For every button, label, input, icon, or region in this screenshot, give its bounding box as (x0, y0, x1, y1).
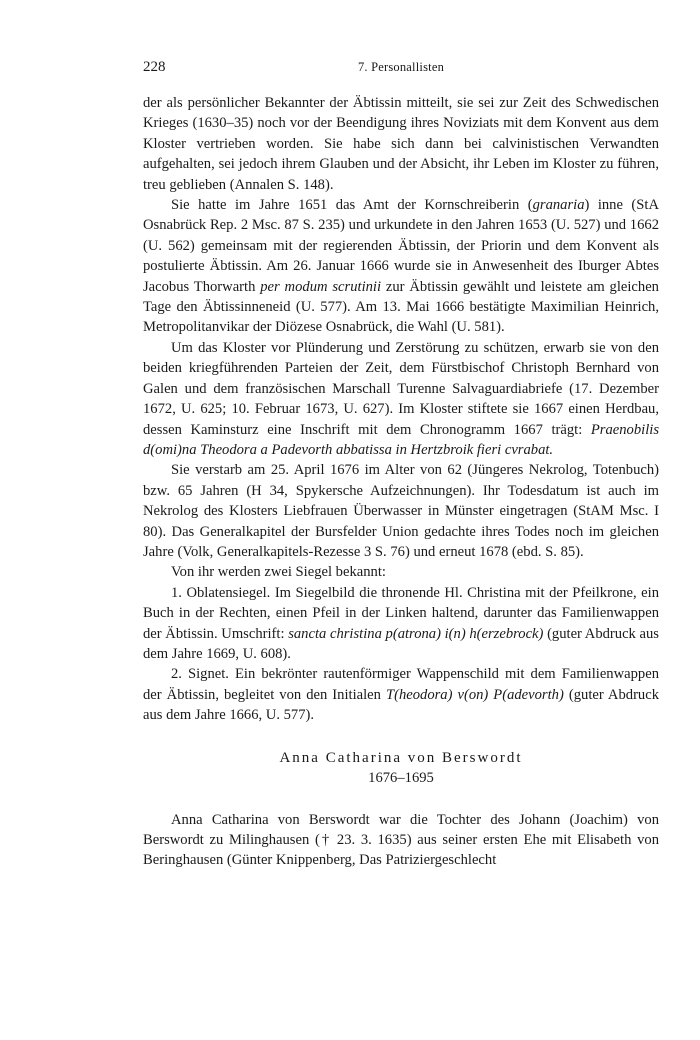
text-run: der als persönlicher Bekannter der Äbtissin mitteilt, sie sei zur Zeit des Schwedischen Krieges (1630–35) noch vor der Beendigung ihres Noviziats mit dem Konvent aus dem Kloster vertrieben worden. Sie habe sich dann bei calvinistischen Verwandten aufgehalten, sei jedoch ihrem Glauben und der Absicht, ihr Leben im Kloster zu führen, treu geblieben (Annalen S. 148). (143, 95, 659, 193)
text-run: zur Äbtissin gewählt und leistete am gleichen Tage den Äbtissinneneid (U. 577). Am 13. Mai 1666 bestätigte Maximilian Heinrich, Metropolitanvikar der Diözese Osnabrück, die Wahl (U. 581). (143, 278, 659, 336)
italic-text: Praenobilis d(omi)na Theodora a Padevorth abbatissa in Hertzbroik fieri cvrabat. (143, 421, 659, 458)
text-run: Um das Kloster vor Plünderung und Zerstörung zu schützen, erwarb sie von den beiden kriegführenden Parteien der Zeit, dem Fürstbischof Christoph Bernhard von Galen und dem französischen Marschall Turenne Salvaguardiabriefe (17. Dezember 1672, U. 625; 10. Februar 1673, U. 627). Im Kloster stiftete sie 1667 einen Herdbau, dessen Kaminsturz eine Inschrift mit dem Chronogramm 1667 trägt: (143, 339, 659, 438)
section-heading: Anna Catharina von Berswordt (279, 749, 523, 766)
italic-text: granaria (532, 197, 585, 214)
body-text (143, 93, 659, 871)
text-run: (guter Abdruck aus dem Jahre 1669, U. 608). (143, 625, 659, 662)
text-run: ) inne (StA Osnabrück Rep. 2 Msc. 87 S. 235) und urkundete in den Jahren 1653 (U. 527) und 1662 (U. 562) gemeinsam mit der regierenden Äbtissin, der Priorin und dem Konvent als postulierte Äbtissin. Am 26. Januar 1666 wurde sie in Anwesenheit des Iburger Abtes Jacobus Thorwarth (143, 197, 660, 295)
section-years: 1676–1695 (368, 769, 434, 786)
text-run: (guter Abdruck aus dem Jahre 1666, U. 577). (143, 686, 659, 724)
text-run: 1. Oblatensiegel. Im Siegelbild die thronende Hl. Christina mit der Pfeilkrone, ein Buch in der Rechten, einen Pfeil in der Linken haltend, darunter das Familienwappen der Äbtissin. Umschrift: (143, 584, 659, 642)
paragraph (143, 338, 659, 460)
text-run: Sie hatte im Jahre 1651 das Amt der Kornschreiberin ( (171, 197, 533, 214)
paragraph (143, 195, 659, 338)
italic-text: sancta christina p(atrona) i(n) h(erzebrock) (288, 625, 544, 642)
italic-text: T(heodora) v(on) P(adevorth) (385, 686, 564, 703)
paragraph (143, 664, 659, 725)
paragraph (143, 562, 659, 582)
text-run: 2. Signet. Ein bekrönter rautenförmiger Wappenschild mit dem Familienwappen der Äbtissin, begleitet von den Initialen (143, 666, 659, 703)
running-title: 7. Personallisten (357, 60, 445, 74)
text-run: Anna Catharina von Berswordt war die Tochter des Johann (Joachim) von Berswordt zu Milinghausen († 23. 3. 1635) aus seiner ersten Ehe mit Elisabeth von Beringhausen (Günter Knippenberg, Das Patriziergeschlecht (143, 811, 659, 869)
paragraph (143, 460, 659, 562)
text-run: Von ihr werden zwei Siegel bekannt: (171, 564, 386, 581)
page-number: 228 (143, 59, 166, 75)
paragraph (143, 583, 659, 665)
paragraph (143, 93, 659, 195)
italic-text: per modum scrutinii (260, 278, 382, 295)
paragraph (143, 810, 659, 871)
page-header (143, 59, 659, 79)
text-run: Sie verstarb am 25. April 1676 im Alter von 62 (Jüngeres Nekrolog, Totenbuch) bzw. 65 Jahren (H 34, Spykersche Aufzeichnungen). Ihr Todesdatum ist auch im Nekrolog des Klosters Liebfrauen Überwasser in Münster eingetragen (StAM Msc. I 80). Das Generalkapitel der Bursfelder Union gedachte ihres Todes noch im gleichen Jahre (Volk, Generalkapitels-Rezesse 3 S. 76) und erneut 1678 (ebd. S. 85). (143, 462, 659, 560)
